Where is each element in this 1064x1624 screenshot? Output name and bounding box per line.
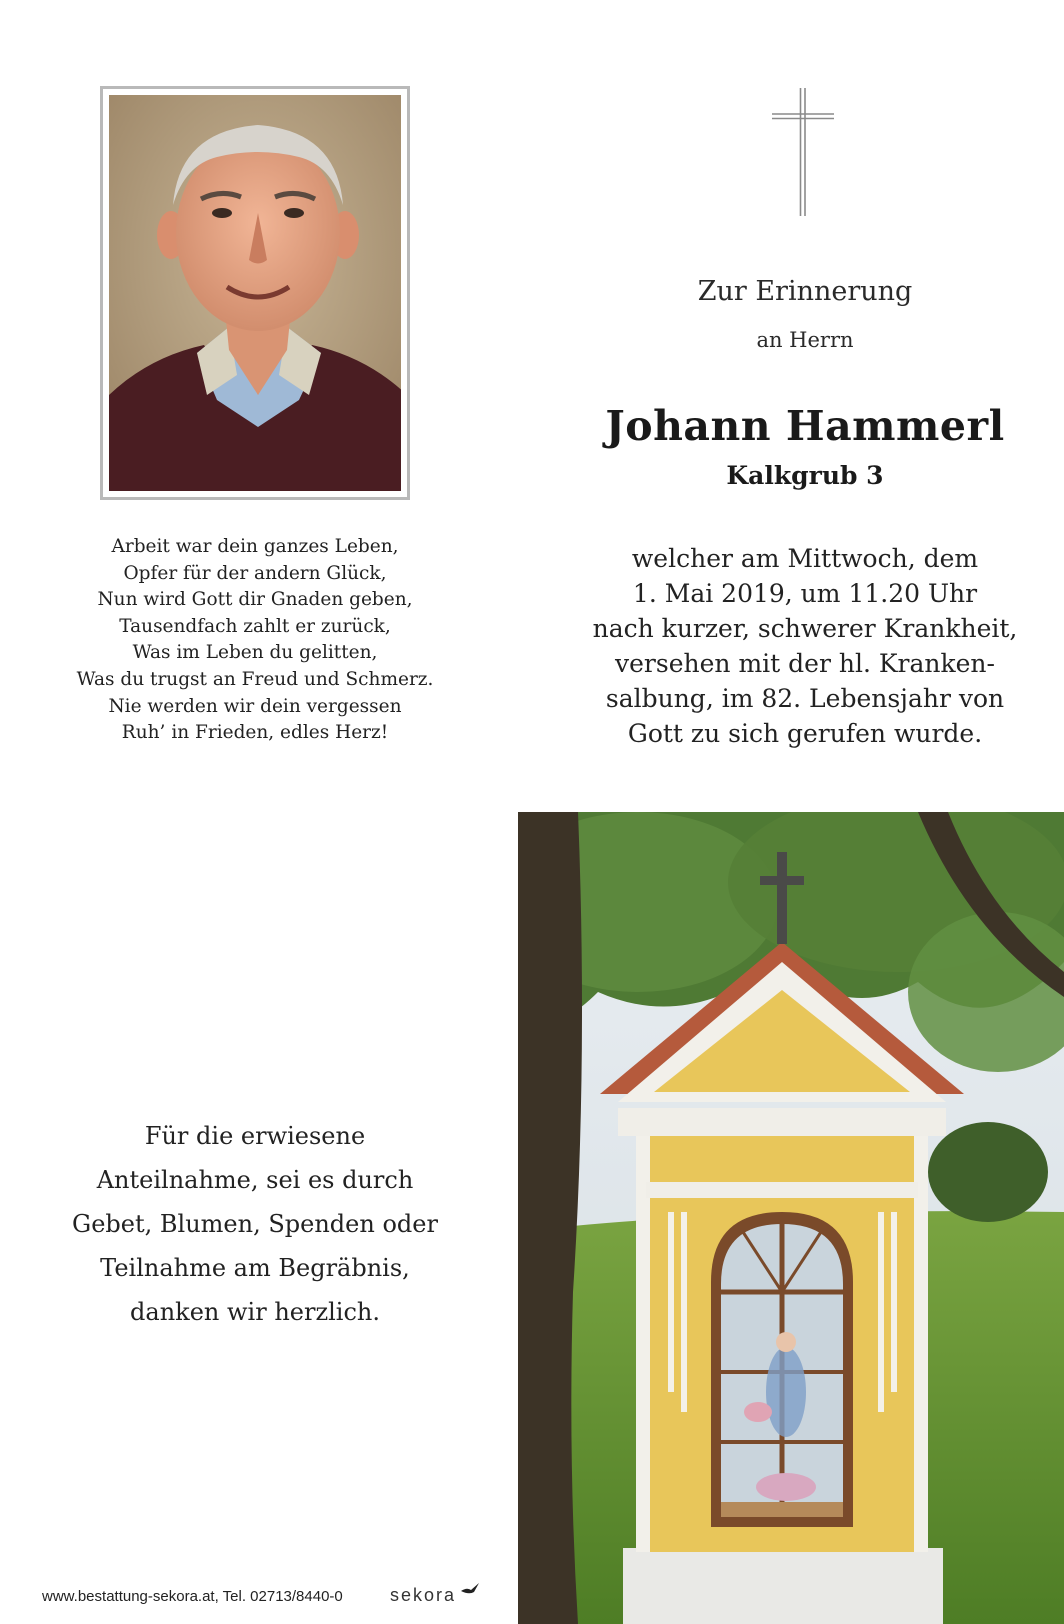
deceased-name: Johann Hammerl xyxy=(605,402,1005,450)
poem-line: Tausendfach zahlt er zurück, xyxy=(119,615,391,637)
poem-line: Was im Leben du gelitten, xyxy=(132,642,378,664)
poem xyxy=(50,534,460,747)
notice-line: 1. Mai 2019, um 11.20 Uhr xyxy=(632,579,978,608)
deceased-address: Kalkgrub 3 xyxy=(726,461,884,490)
notice-line: welcher am Mittwoch, dem xyxy=(631,544,979,573)
portrait-photo xyxy=(109,95,401,491)
notice-line: versehen mit der hl. Kranken- xyxy=(615,649,995,678)
logo-text: sekora xyxy=(390,1585,457,1605)
funeral-home-logo xyxy=(390,1583,479,1606)
thanks-line: Anteilnahme, sei es durch xyxy=(96,1166,414,1194)
portrait-frame xyxy=(100,86,410,500)
poem-line: Nun wird Gott dir Gnaden geben, xyxy=(97,589,413,611)
poem-line: Ruh’ in Frieden, edles Herz! xyxy=(121,722,389,744)
poem-line: Opfer für der andern Glück, xyxy=(123,562,387,584)
funeral-home-contact: www.bestattung-sekora.at, Tel. 02713/8440-0 xyxy=(42,1588,343,1605)
poem-line: Nie werden wir dein vergessen xyxy=(108,695,402,717)
notice-line: salbung, im 82. Lebensjahr von xyxy=(605,684,1005,713)
thanks-line: Für die erwiesene xyxy=(144,1122,366,1150)
portrait-illustration xyxy=(109,95,401,491)
poem-line: Was du trugst an Freud und Schmerz. xyxy=(76,668,434,690)
thanks-text xyxy=(50,1114,460,1334)
poem-line: Arbeit war dein ganzes Leben, xyxy=(111,536,399,557)
chapel-illustration xyxy=(518,812,1064,1624)
notice-line: nach kurzer, schwerer Krankheit, xyxy=(592,614,1018,643)
intro-line-1: Zur Erinnerung xyxy=(697,276,913,307)
thanks-line: Teilnahme am Begräbnis, xyxy=(100,1254,410,1282)
intro-line-2: an Herrn xyxy=(756,328,854,352)
notice-line: Gott zu sich gerufen wurde. xyxy=(627,719,983,748)
cross-icon xyxy=(772,88,834,218)
thanks-line: danken wir herzlich. xyxy=(130,1298,380,1326)
death-notice xyxy=(560,541,1050,751)
wayside-chapel-photo xyxy=(518,812,1064,1624)
thanks-line: Gebet, Blumen, Spenden oder xyxy=(72,1210,438,1238)
bird-icon xyxy=(461,1583,479,1595)
